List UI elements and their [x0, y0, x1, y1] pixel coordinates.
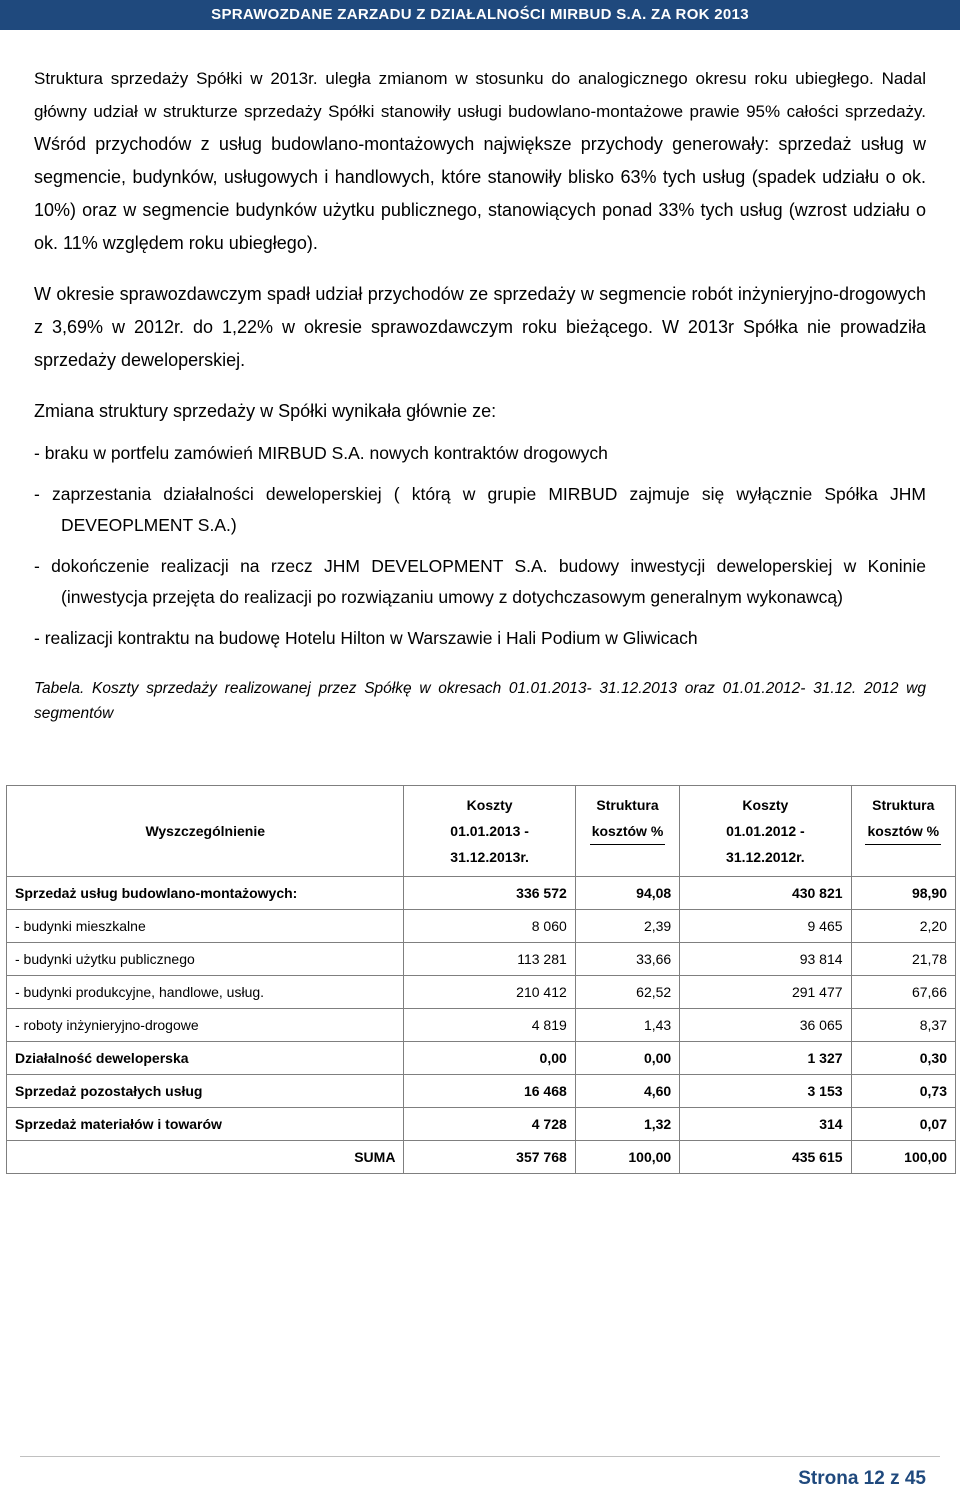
cost-2013: 4 728 [404, 1108, 575, 1141]
structure-2012: 0,73 [851, 1075, 955, 1108]
structure-2012: 0,07 [851, 1108, 955, 1141]
row-label: Sprzedaż pozostałych usług [7, 1075, 404, 1108]
bullet-item: - realizacji kontraktu na budowę Hotelu Hilton w Warszawie i Hali Podium w Gliwicach [34, 628, 698, 648]
document-body [34, 62, 926, 726]
costs-table [6, 785, 956, 1174]
structure-2013: 94,08 [575, 877, 679, 910]
table-row [7, 943, 956, 976]
table-row [7, 976, 956, 1009]
structure-2012: 2,20 [851, 910, 955, 943]
cost-2012: 3 153 [680, 1075, 851, 1108]
cost-2013: 16 468 [404, 1075, 575, 1108]
bullet-item: - braku w portfelu zamówień MIRBUD S.A. nowych kontraktów drogowych [34, 443, 608, 463]
structure-2012: 8,37 [851, 1009, 955, 1042]
table-total-row [7, 1141, 956, 1174]
cost-2012: 93 814 [680, 943, 851, 976]
structure-2013: 62,52 [575, 976, 679, 1009]
cost-2012: 314 [680, 1108, 851, 1141]
row-label: - budynki mieszkalne [7, 910, 404, 943]
structure-2012: 100,00 [851, 1141, 955, 1174]
table-row [7, 1042, 956, 1075]
structure-2013: 2,39 [575, 910, 679, 943]
table-header-row [7, 786, 956, 877]
structure-2013: 100,00 [575, 1141, 679, 1174]
table-row [7, 1075, 956, 1108]
cost-2012: 9 465 [680, 910, 851, 943]
cost-2012: 36 065 [680, 1009, 851, 1042]
header-costs-title: Koszty [742, 797, 789, 813]
cost-2012: 435 615 [680, 1141, 851, 1174]
cost-2013: 0,00 [404, 1042, 575, 1075]
row-label: Działalność deweloperska [7, 1042, 404, 1075]
footer-divider [20, 1456, 940, 1457]
header-costs-title: Koszty [466, 797, 513, 813]
row-label: - budynki użytku publicznego [7, 943, 404, 976]
cost-2013: 4 819 [404, 1009, 575, 1042]
cost-2012: 291 477 [680, 976, 851, 1009]
structure-2013: 0,00 [575, 1042, 679, 1075]
paragraph-change-reasons: Zmiana struktury sprzedaży w Spółki wynikała głównie ze: [34, 401, 497, 421]
cost-2013: 113 281 [404, 943, 575, 976]
paragraph-sales-structure [34, 62, 926, 260]
header-period-2012-start: 01.01.2012 - [726, 823, 805, 839]
paragraph-sales-structure-part2: Wśród przychodów z usług budowlano-montażowych największe przychody generowały: sprzedaż usług w segmencie, budynków, usługowych i handlowych, które stanowiły blisko 63% tych usług (spadek udziału o ok. 10%) oraz w segmencie budynków użytku publicznego, stanowiących ponad 33% tych usług (wzrost udziału o ok. 11% względem roku ubiegłego). [34, 134, 926, 253]
structure-2013: 1,43 [575, 1009, 679, 1042]
row-label-total: SUMA [7, 1141, 404, 1174]
cost-2013: 210 412 [404, 976, 575, 1009]
header-structure-2012 [851, 786, 955, 877]
paragraph-road-works: W okresie sprawozdawczym spadł udział przychodów ze sprzedaży w segmencie robót inżynieryjno-drogowych z 3,69% w 2012r. do 1,22% w okresie sprawozdawczym roku bieżącego. W 2013r Spółka nie prowadziła sprzedaży deweloperskiej. [34, 284, 926, 370]
header-structure-unit: kosztów % [590, 818, 666, 845]
header-structure-title: Struktura [872, 796, 935, 813]
row-label: Sprzedaż materiałów i towarów [7, 1108, 404, 1141]
header-structure-unit: kosztów % [865, 818, 941, 845]
header-period-2012-end: 31.12.2012r. [726, 849, 805, 865]
header-period-2013-end: 31.12.2013r. [450, 849, 529, 865]
table-row [7, 877, 956, 910]
cost-2013: 357 768 [404, 1141, 575, 1174]
table-row [7, 1108, 956, 1141]
structure-2013: 33,66 [575, 943, 679, 976]
page-number: Strona 12 z 45 [798, 1468, 926, 1489]
header-structure-2013 [575, 786, 679, 877]
header-structure-title: Struktura [596, 796, 659, 813]
header-period-2013-start: 01.01.2013 - [450, 823, 529, 839]
document-header: SPRAWOZDANE ZARZADU Z DZIAŁALNOŚCI MIRBUD S.A. ZA ROK 2013 [0, 0, 960, 30]
row-label: - budynki produkcyjne, handlowe, usług. [7, 976, 404, 1009]
structure-2013: 4,60 [575, 1075, 679, 1108]
bullet-item: - zaprzestania działalności deweloperskiej ( którą w grupie MIRBUD zajmuje się wyłącznie Spółka JHM DEVEOPLMENT S.A.) [34, 484, 926, 535]
cost-2012: 1 327 [680, 1042, 851, 1075]
row-label: Sprzedaż usług budowlano-montażowych: [7, 877, 404, 910]
bullet-item: - dokończenie realizacji na rzecz JHM DEVELOPMENT S.A. budowy inwestycji deweloperskiej w Koninie (inwestycja przejęta do realizacji po rozwiązaniu umowy z dotychczasowym generalnym wykonawcą) [34, 556, 926, 607]
structure-2012: 21,78 [851, 943, 955, 976]
structure-2012: 67,66 [851, 976, 955, 1009]
row-label: - roboty inżynieryjno-drogowe [7, 1009, 404, 1042]
table-caption: Tabela. Koszty sprzedaży realizowanej przez Spółkę w okresach 01.01.2013- 31.12.2013 oraz 01.01.2012- 31.12. 2012 wg segmentów [34, 680, 926, 722]
header-costs-2013 [404, 786, 575, 877]
structure-2013: 1,32 [575, 1108, 679, 1141]
cost-2013: 336 572 [404, 877, 575, 910]
paragraph-sales-structure-part1: Struktura sprzedaży Spółki w 2013r. uległa zmianom w stosunku do analogicznego okresu roku ubiegłego. Nadal główny udział w strukturze sprzedaży Spółki stanowiły usługi budowlano-montażowe prawie 95% całości sprzedaży. [34, 69, 926, 121]
table-row [7, 910, 956, 943]
header-costs-2012 [680, 786, 851, 877]
table-row [7, 1009, 956, 1042]
structure-2012: 98,90 [851, 877, 955, 910]
cost-2012: 430 821 [680, 877, 851, 910]
header-label: Wyszczególnienie [7, 786, 404, 877]
structure-2012: 0,30 [851, 1042, 955, 1075]
cost-2013: 8 060 [404, 910, 575, 943]
